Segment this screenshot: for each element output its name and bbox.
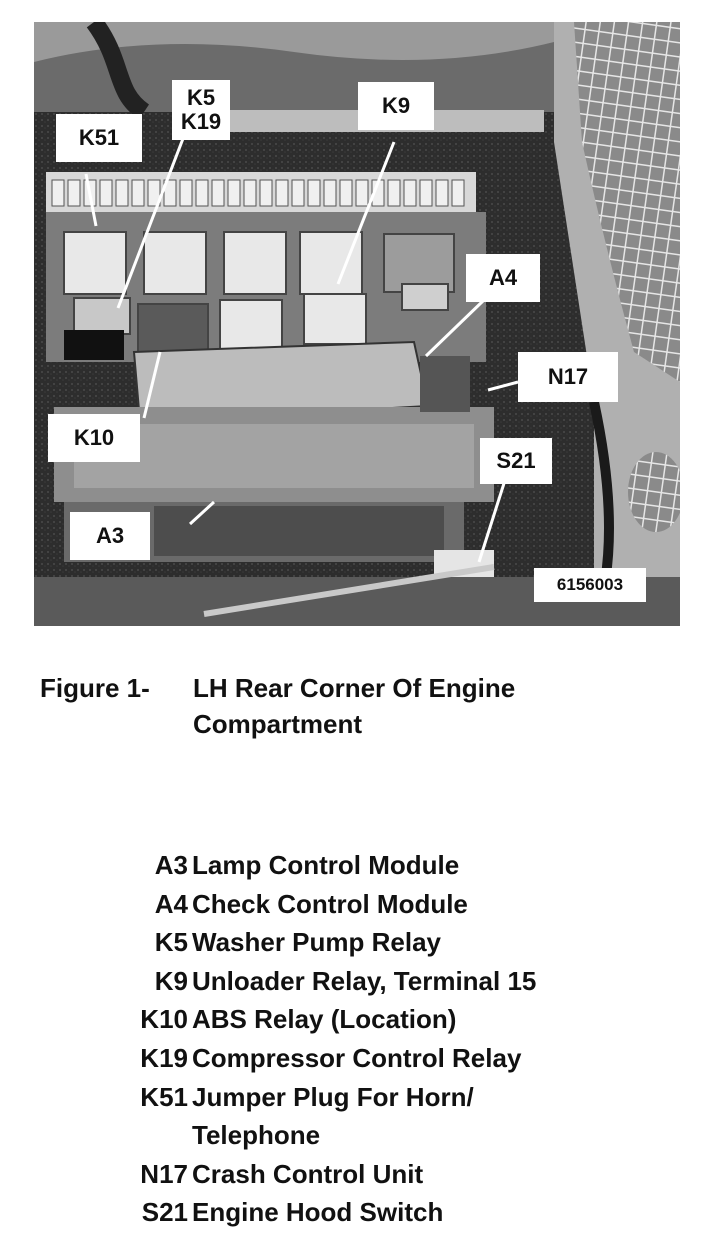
callout-k9-label: K9 bbox=[381, 93, 411, 118]
component-legend bbox=[100, 846, 660, 1232]
legend-description: Unloader Relay, Terminal 15 bbox=[192, 965, 537, 996]
callout-n17-label: N17 bbox=[547, 364, 589, 389]
legend-item bbox=[100, 885, 660, 924]
legend-code: A4 bbox=[154, 888, 188, 919]
callout-k10-label: K10 bbox=[73, 425, 115, 450]
legend-description: ABS Relay (Location) bbox=[192, 1004, 457, 1035]
callout-s21-label: S21 bbox=[496, 448, 536, 473]
photo-number bbox=[534, 568, 646, 602]
callout-k19-label: K19 bbox=[180, 109, 222, 134]
legend-code: K9 bbox=[154, 965, 188, 996]
callout-k10 bbox=[48, 414, 140, 462]
callout-a4 bbox=[466, 254, 540, 302]
engine-compartment-photo bbox=[34, 22, 680, 626]
figure-caption-text: LH Rear Corner Of Engine Compartment bbox=[193, 673, 516, 739]
callout-s21 bbox=[480, 438, 552, 484]
legend-description: Engine Hood Switch bbox=[192, 1197, 444, 1228]
legend-description: Crash Control Unit bbox=[192, 1158, 424, 1189]
callout-a3 bbox=[70, 512, 150, 560]
legend-description: Washer Pump Relay bbox=[192, 927, 442, 958]
legend-code: K5 bbox=[154, 927, 188, 958]
legend-code: N17 bbox=[140, 1158, 188, 1189]
callout-k9 bbox=[358, 82, 434, 130]
legend-description: Compressor Control Relay bbox=[192, 1042, 522, 1073]
legend-item bbox=[100, 1078, 660, 1155]
legend-code: K10 bbox=[140, 1004, 188, 1035]
legend-item bbox=[100, 1000, 660, 1039]
legend-description: Lamp Control Module bbox=[192, 850, 460, 880]
legend-description: Check Control Module bbox=[192, 888, 468, 919]
callout-k51-label: K51 bbox=[78, 125, 120, 150]
callout-a4-label: A4 bbox=[488, 265, 518, 290]
legend-item bbox=[100, 1155, 660, 1194]
callout-a3-label: A3 bbox=[95, 523, 125, 548]
callout-k5-label: K5 bbox=[186, 85, 216, 110]
legend-description: Jumper Plug For Horn/ Telephone bbox=[192, 1081, 474, 1150]
legend-item bbox=[100, 923, 660, 962]
callout-k5-k19 bbox=[172, 80, 230, 140]
legend-code: K51 bbox=[140, 1081, 188, 1112]
callout-k51 bbox=[56, 114, 142, 162]
legend-code: K19 bbox=[140, 1042, 188, 1073]
legend-code: S21 bbox=[141, 1197, 188, 1228]
callout-n17 bbox=[518, 352, 618, 402]
legend-item bbox=[100, 962, 660, 1001]
legend-item bbox=[100, 846, 660, 885]
legend-item bbox=[100, 1039, 660, 1078]
legend-code: A3 bbox=[154, 850, 188, 880]
legend-item bbox=[100, 1193, 660, 1232]
photo-number-label: 6156003 bbox=[556, 575, 624, 594]
figure-caption-prefix: Figure 1- bbox=[40, 673, 150, 703]
